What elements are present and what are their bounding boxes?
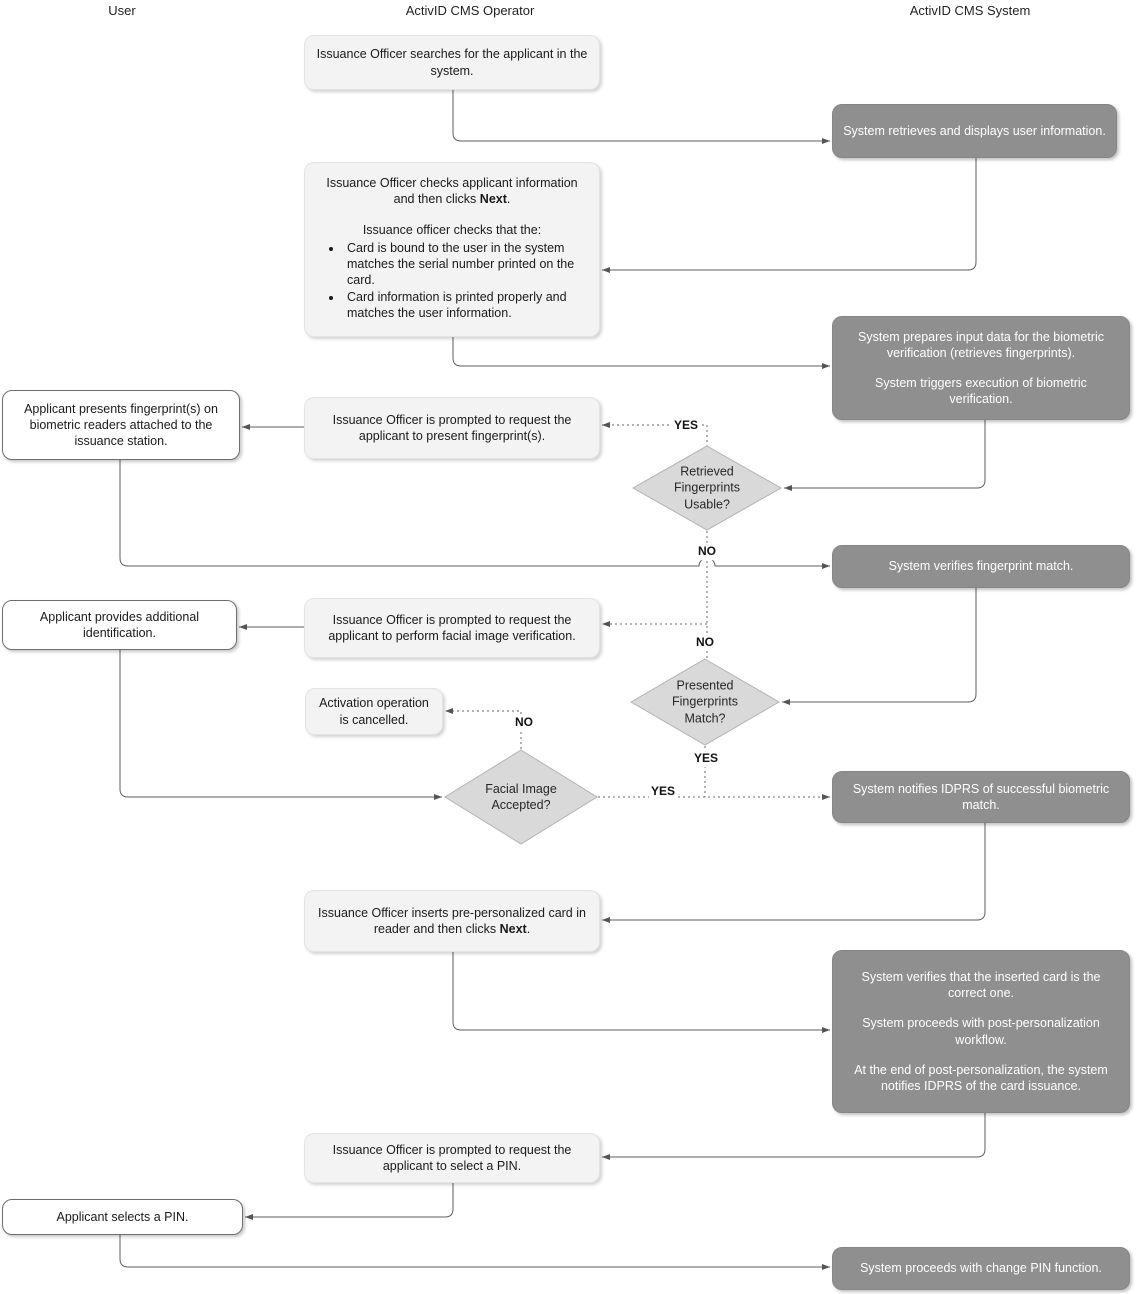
edge-label-facial-yes: YES	[650, 784, 676, 799]
decision-retrieved-fingerprints: Retrieved Fingerprints Usable?	[632, 445, 782, 531]
node-op-cancelled: Activation operation is cancelled.	[305, 688, 443, 735]
node-user-fingerprint: Applicant presents fingerprint(s) on biometric readers attached to the issuance station.	[2, 390, 240, 460]
node-op-check: Issuance Officer checks applicant information and then clicks Next. Issuance officer checks that the: • Card is bound to the user in the system matches the serial number printed on the card. • Card information is printed properly and matches the user information.	[304, 162, 600, 337]
edge-label-presented-no: NO	[696, 635, 714, 650]
op-check-bullet-list	[315, 240, 589, 321]
lane-header-system: ActivID CMS System	[909, 3, 1031, 18]
node-sys-notify-idprs: System notifies IDPRS of successful biometric match.	[832, 771, 1130, 823]
node-op-prompt-facial: Issuance Officer is prompted to request the applicant to perform facial image verification.	[304, 598, 600, 658]
node-sys-prepare: System prepares input data for the biometric verification (retrieves fingerprints). System triggers execution of biometric verification.	[832, 316, 1130, 420]
decision-facial-image: Facial Image Accepted?	[444, 749, 598, 845]
node-sys-post-personalization: System verifies that the inserted card is the correct one. System proceeds with post-personalization workflow. At the end of post-personalization, the system notifies IDPRS of the card issuance.	[832, 950, 1130, 1113]
bullet-item: • Card is bound to the user in the system matches the serial number printed on the card.	[343, 240, 589, 289]
bullet-item: • Card information is printed properly and matches the user information.	[343, 289, 589, 322]
edge-label-retrieved-no: NO	[698, 544, 716, 559]
node-sys-verify-fingerprint: System verifies fingerprint match.	[832, 545, 1130, 588]
node-op-search: Issuance Officer searches for the applicant in the system.	[304, 35, 600, 90]
edge-label-presented-yes: YES	[693, 751, 719, 766]
node-op-prompt-fingerprint: Issuance Officer is prompted to request the applicant to present fingerprint(s).	[304, 397, 600, 459]
edge-label-retrieved-yes: YES	[673, 418, 699, 433]
node-user-select-pin: Applicant selects a PIN.	[2, 1199, 243, 1235]
decision-presented-fingerprints: Presented Fingerprints Match?	[630, 658, 780, 746]
node-op-insert-card: Issuance Officer inserts pre-personalized card in reader and then clicks Next.	[304, 890, 600, 952]
edge-label-facial-no: NO	[515, 715, 533, 730]
node-sys-change-pin: System proceeds with change PIN function.	[832, 1247, 1130, 1290]
node-user-additional-id: Applicant provides additional identification.	[2, 600, 237, 650]
node-op-prompt-pin: Issuance Officer is prompted to request the applicant to select a PIN.	[304, 1133, 600, 1183]
node-sys-retrieve: System retrieves and displays user information.	[832, 104, 1117, 158]
lane-header-operator: ActivID CMS Operator	[405, 3, 535, 18]
lane-header-user: User	[108, 3, 136, 18]
